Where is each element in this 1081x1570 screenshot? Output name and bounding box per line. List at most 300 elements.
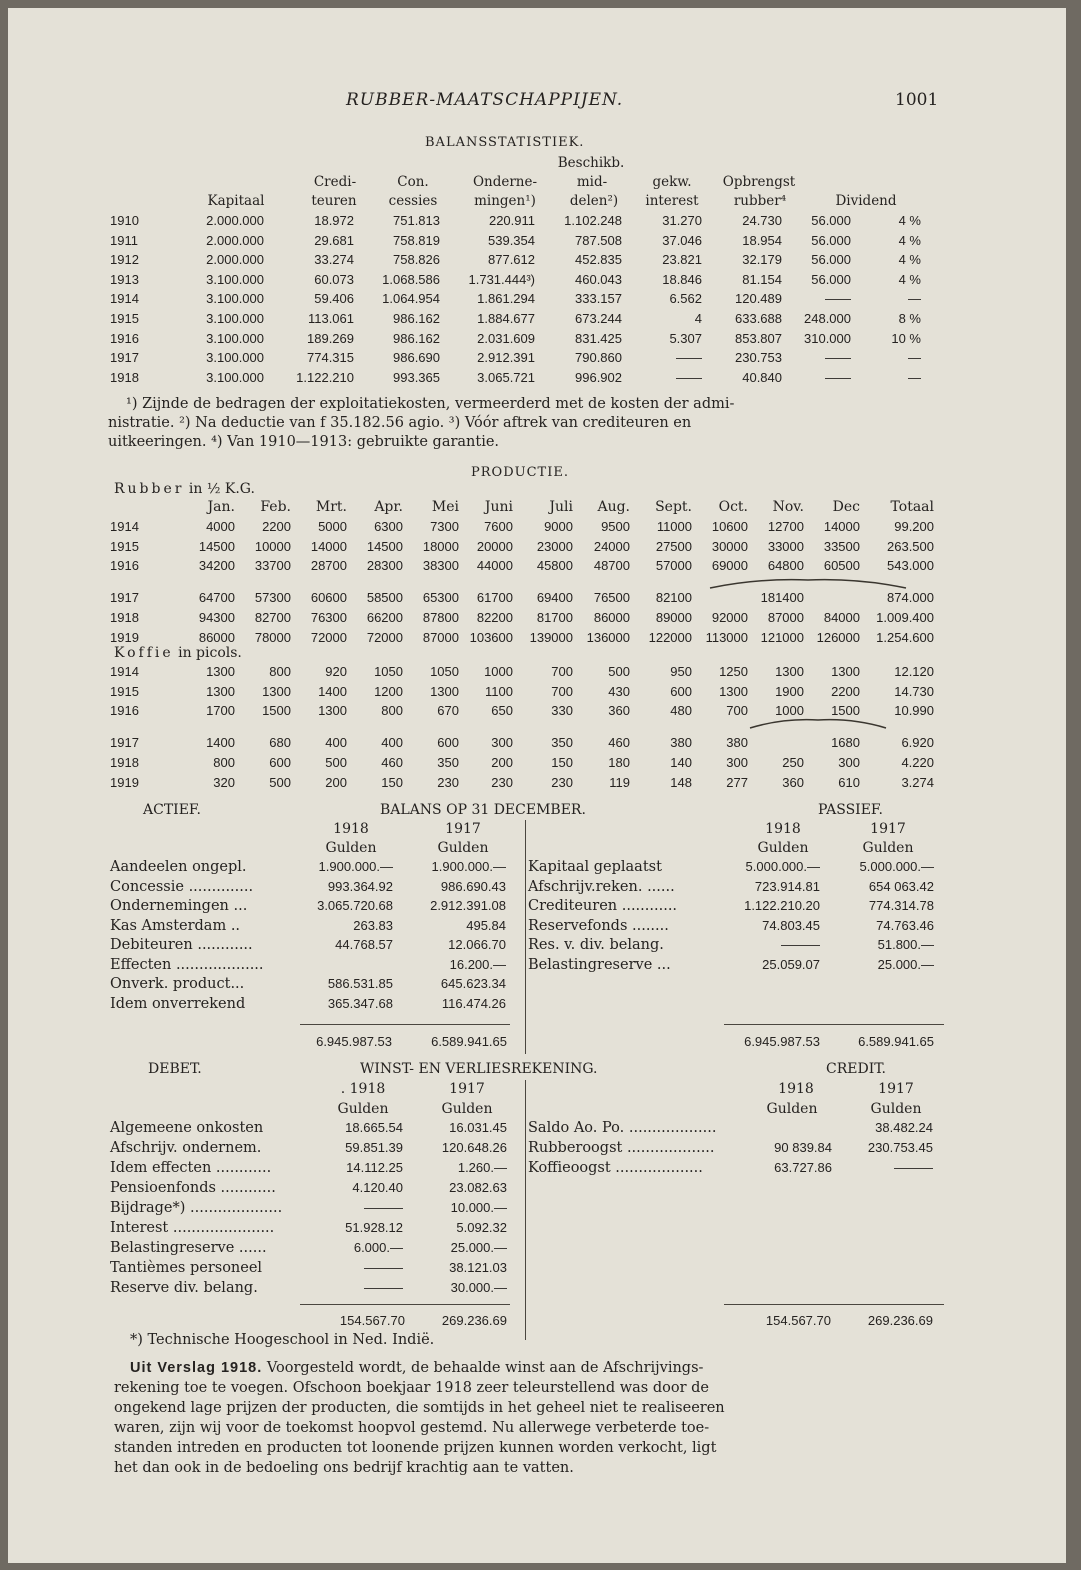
- bs-cell: 831.425: [575, 330, 622, 346]
- month-header: Jan.: [207, 499, 235, 515]
- passief-1917: 654 063.42: [868, 878, 934, 894]
- koffie-cell: 1300: [318, 703, 347, 719]
- bs-cell: 460.043: [575, 271, 622, 287]
- koffie-cell: 1250: [719, 664, 748, 679]
- bs-cell: 31.270: [662, 213, 702, 228]
- rubber-cell: 78000: [254, 629, 291, 645]
- actief-item: Aandeelen ongepl.: [110, 859, 247, 875]
- verslag-line-4: waren, zijn wij voor de toekomst hoopvol gestemd. Nu allerwege verbeterde toe-: [114, 1420, 710, 1436]
- rubber-cell: 12700: [767, 519, 804, 534]
- bs-cell: 452.835: [575, 252, 622, 268]
- bs-header: Opbrengst: [722, 174, 796, 190]
- koffie-cell: 1400: [318, 683, 347, 699]
- bs-cell: 24.730: [742, 213, 782, 228]
- debet-item: Bijdrage*) ....................: [110, 1200, 283, 1216]
- rubber-cell: 7600: [484, 519, 513, 534]
- rubber-cell: 60500: [823, 558, 860, 574]
- bs-cell: 33.274: [314, 252, 354, 268]
- rubber-cell: 44000: [476, 558, 513, 574]
- koffie-cell: 1400: [206, 735, 235, 751]
- koffie-year: 1916: [110, 703, 139, 719]
- rubber-cell: 874.000: [887, 590, 934, 606]
- debet-1918: 6.000.—: [353, 1240, 403, 1255]
- wv-unit: Gulden: [766, 1101, 818, 1117]
- rubber-cell: 121000: [760, 629, 804, 645]
- koffie-cell: 350: [437, 754, 459, 770]
- debet-1918: 14.112.25: [346, 1160, 403, 1175]
- bs-year: 1910: [110, 213, 139, 228]
- bs-cell: 3.100.000: [206, 330, 264, 346]
- bs-year: 1913: [110, 271, 139, 287]
- rubber-cell: 66200: [366, 609, 403, 625]
- koffie-cell: 1000: [484, 664, 513, 679]
- wv-unit: Gulden: [870, 1101, 922, 1117]
- rubber-cell: 11000: [656, 519, 692, 534]
- koffie-label: Koffie in picols.: [114, 645, 242, 661]
- koffie-cell: 500: [608, 664, 630, 679]
- bs-cell: ——: [676, 350, 702, 366]
- passief-1918: 5.000.000.—: [745, 859, 820, 874]
- verslag-line-6: het dan ook in de bedoeling ons bedrijf krachtig aan te vatten.: [114, 1460, 574, 1476]
- month-header: Dec: [832, 499, 860, 515]
- page-number: 1001: [895, 90, 939, 110]
- actief-item: Idem onverrekend: [110, 995, 246, 1012]
- koffie-cell: 10.990: [894, 703, 934, 719]
- passief-item: Reservefonds ........: [528, 917, 669, 934]
- balans-title: BALANS OP 31 DECEMBER.: [380, 802, 586, 818]
- rubber-cell: 87800: [422, 609, 459, 625]
- passief-1918: 723.914.81: [754, 878, 820, 894]
- bs-cell: 18.954: [742, 232, 782, 248]
- bs-cell: 2.000.000: [206, 252, 264, 268]
- rubber-cell: 126000: [816, 629, 860, 645]
- bs-cell: 56.000: [811, 271, 851, 287]
- bs-cell: 774.315: [307, 350, 354, 366]
- wv-unit: Gulden: [337, 1101, 389, 1117]
- balans-year: 1918: [333, 821, 369, 837]
- month-header: Totaal: [890, 499, 934, 515]
- bs-cell: 1.861.294: [477, 291, 535, 307]
- bs-cell: 3.100.000: [206, 271, 264, 287]
- actief-item: Effecten ...................: [110, 956, 264, 973]
- month-header: Mrt.: [315, 499, 347, 515]
- koffie-cell: 600: [670, 683, 692, 699]
- month-header: Mei: [431, 499, 459, 515]
- debet-1917: 5.092.32: [456, 1220, 507, 1235]
- balans-unit: Gulden: [862, 840, 914, 856]
- passief-1917: 25.000.—: [877, 956, 934, 972]
- bs-header: mid-: [576, 174, 608, 190]
- rubber-cell: 86000: [593, 609, 630, 625]
- bs-header: teuren: [311, 193, 357, 209]
- koffie-cell: 150: [551, 754, 573, 770]
- bs-cell: 2.031.609: [477, 330, 535, 346]
- rubber-cell: 139000: [529, 629, 573, 645]
- koffie-cell: 230: [551, 774, 573, 790]
- koffie-cell: 1300: [775, 664, 804, 679]
- wv-total: 154.567.70: [765, 1313, 831, 1328]
- bs-header: gekw.: [652, 174, 692, 190]
- wv-total: 269.236.69: [867, 1313, 933, 1328]
- bs-cell: 2.000.000: [206, 213, 264, 228]
- actief-item: Ondernemingen ...: [110, 898, 248, 914]
- koffie-year: 1917: [110, 735, 139, 751]
- bs-cell: 56.000: [811, 213, 851, 228]
- rubber-cell: 33500: [823, 538, 860, 554]
- actief-1917: 116.474.26: [441, 995, 506, 1011]
- bs-cell: —: [908, 369, 921, 385]
- debet-1918: 4.120.40: [352, 1180, 403, 1195]
- rubber-cell: 82100: [655, 590, 692, 606]
- debet-heading: DEBET.: [148, 1061, 202, 1077]
- month-header: Sept.: [655, 499, 692, 515]
- bs-header: Credi-: [313, 174, 357, 190]
- rubber-cell: 181400: [760, 590, 804, 606]
- balans-divider: [525, 820, 526, 1054]
- rubber-cell: 99.200: [894, 519, 934, 534]
- debet-item: Tantièmes personeel: [110, 1260, 263, 1276]
- bs-cell: ——: [825, 350, 851, 366]
- koffie-cell: 1300: [831, 664, 860, 679]
- bs-cell: 37.046: [662, 232, 702, 248]
- bs-cell: 3.100.000: [206, 311, 264, 326]
- koffie-cell: 300: [838, 754, 860, 770]
- koffie-cell: 360: [608, 703, 630, 719]
- verslag-line-5: standen intreden en producten tot loonende prijzen kunnen worden verkocht, ligt: [114, 1440, 717, 1456]
- bs-cell: 189.269: [307, 330, 354, 346]
- rubber-cell: 86000: [198, 629, 235, 645]
- passief-item: Kapitaal geplaatst: [528, 859, 662, 875]
- bs-header: Beschikb.: [557, 155, 625, 171]
- credit-1918: 63.727.86: [774, 1160, 832, 1175]
- passief-1918: 25.059.07: [762, 956, 820, 972]
- credit-1917: 230.753.45: [867, 1140, 933, 1155]
- balans-unit: Gulden: [437, 840, 489, 856]
- koffie-cell: 600: [437, 735, 459, 751]
- bs-cell: 4 %: [898, 271, 921, 287]
- koffie-cell: 1300: [262, 683, 291, 699]
- bs-cell: 751.813: [393, 213, 440, 228]
- bs-header: Onderne-: [472, 174, 538, 190]
- debet-1918: 18.665.54: [345, 1120, 403, 1135]
- verslag-line-3: ongekend lage prijzen der producten, die somtijds in het geheel niet te realiseeren: [114, 1400, 725, 1416]
- koffie-cell: 400: [381, 735, 403, 751]
- bs-year: 1911: [110, 232, 138, 248]
- month-header: Oct.: [718, 499, 748, 515]
- bs-cell: 8 %: [898, 311, 921, 326]
- debet-item: Idem effecten ............: [110, 1160, 272, 1176]
- bs-header: rubber⁴: [733, 193, 787, 209]
- wv-total: 154.567.70: [339, 1313, 405, 1328]
- koffie-cell: 200: [325, 774, 347, 790]
- bs-cell: 1.731.444³): [468, 271, 535, 287]
- koffie-cell: 500: [325, 754, 347, 770]
- bs-cell: —: [908, 350, 921, 366]
- bs-year: 1916: [110, 330, 139, 346]
- bs-cell: 5.307: [669, 330, 702, 346]
- koffie-cell: 380: [726, 735, 748, 751]
- rubber-cell: 81700: [536, 609, 573, 625]
- rubber-year: 1916: [110, 558, 139, 574]
- bs-year: 1917: [110, 350, 139, 366]
- koffie-cell: 400: [325, 735, 347, 751]
- rubber-cell: 28700: [310, 558, 347, 574]
- rubber-cell: 58500: [366, 590, 403, 606]
- koffie-cell: 1100: [485, 683, 513, 699]
- rubber-cell: 5000: [318, 519, 347, 534]
- bs-header: delen²): [569, 193, 619, 209]
- koffie-cell: 300: [491, 735, 513, 751]
- debet-item: Reserve div. belang.: [110, 1280, 258, 1296]
- rubber-cell: 18000: [422, 538, 459, 554]
- koffie-cell: 460: [381, 754, 403, 770]
- koffie-cell: 1900: [775, 683, 804, 699]
- bs-cell: 2.000.000: [206, 232, 264, 248]
- bs-cell: 4 %: [898, 213, 921, 228]
- bs-cell: 877.612: [488, 252, 535, 268]
- debet-1917: 16.031.45: [449, 1120, 507, 1135]
- passief-item: Crediteuren ............: [528, 898, 678, 914]
- balans-total: 6.589.941.65: [858, 1034, 934, 1049]
- bs-cell: 4 %: [898, 252, 921, 268]
- rubber-cell: 14500: [198, 538, 235, 554]
- debet-1917: 10.000.—: [450, 1200, 507, 1215]
- koffie-cell: 670: [437, 703, 459, 719]
- koffie-cell: 1000: [775, 703, 804, 719]
- koffie-cell: 6.920: [901, 735, 934, 751]
- koffie-cell: 1300: [206, 664, 235, 679]
- debet-1917: 25.000.—: [450, 1240, 507, 1255]
- bs-cell: 59.406: [314, 291, 354, 307]
- koffie-cell: 250: [782, 754, 804, 770]
- rubber-year: 1918: [110, 609, 139, 625]
- month-header: Nov.: [772, 499, 804, 515]
- koffie-cell: 2200: [831, 683, 860, 699]
- bs-cell: 248.000: [804, 311, 851, 326]
- koffie-year: 1918: [110, 754, 139, 770]
- rubber-cell: 9000: [544, 519, 573, 534]
- month-header: Aug.: [597, 499, 630, 515]
- debet-1918: 51.928.12: [345, 1220, 403, 1235]
- rubber-cell: 69400: [536, 590, 573, 606]
- koffie-year: 1915: [110, 683, 139, 699]
- koffie-cell: 1700: [206, 703, 235, 719]
- actief-heading: ACTIEF.: [143, 802, 201, 818]
- rubber-cell: 94300: [198, 609, 235, 625]
- credit-item: Koffieoogst ...................: [528, 1160, 703, 1176]
- bs-cell: 2.912.391: [477, 350, 535, 366]
- balans-rule-left: [300, 1024, 510, 1025]
- koffie-cell: 1300: [206, 683, 235, 699]
- actief-item: Kas Amsterdam ..: [110, 917, 241, 934]
- page: [8, 8, 1066, 1563]
- actief-item: Concessie ..............: [110, 878, 254, 895]
- passief-item: Res. v. div. belang.: [528, 937, 664, 953]
- bs-cell: 32.179: [742, 252, 782, 268]
- actief-1918: 993.364.92: [327, 878, 393, 894]
- balans-total: 6.945.987.53: [744, 1034, 820, 1049]
- koffie-cell: 1500: [262, 703, 291, 719]
- rubber-cell: 38300: [422, 558, 459, 574]
- bs-cell: ——: [676, 369, 702, 385]
- bs-cell: 60.073: [314, 271, 354, 287]
- bs-cell: 758.819: [393, 232, 440, 248]
- koffie-year: 1914: [110, 664, 139, 679]
- rubber-cell: 45800: [536, 558, 573, 574]
- debet-1918: ———: [364, 1260, 403, 1275]
- credit-heading: CREDIT.: [826, 1061, 886, 1077]
- koffie-cell: 800: [269, 664, 291, 679]
- rubber-cell: 69000: [711, 558, 748, 574]
- koffie-cell: 1680: [831, 735, 860, 751]
- rubber-cell: 65300: [422, 590, 459, 606]
- actief-1917: 16.200.—: [449, 956, 506, 972]
- bs-cell: 81.154: [742, 271, 782, 287]
- rubber-year: 1919: [110, 629, 139, 645]
- koffie-cell: 330: [551, 703, 573, 719]
- bs-cell: 56.000: [811, 232, 851, 248]
- month-header: Apr.: [374, 499, 403, 515]
- koffie-cell: 360: [782, 774, 804, 790]
- koffie-cell: 1050: [374, 664, 403, 679]
- koffie-cell: 230: [491, 774, 513, 790]
- rubber-cell: 84000: [823, 609, 860, 625]
- wv-footnote: *) Technische Hoogeschool in Ned. Indië.: [130, 1332, 435, 1348]
- rubber-cell: 14000: [823, 519, 860, 534]
- rubber-cell: 23000: [536, 538, 573, 554]
- bs-header: cessies: [388, 193, 438, 209]
- rubber-cell: 27500: [655, 538, 692, 554]
- bs-cell: 18.972: [314, 213, 354, 228]
- bs-cell: 996.902: [575, 369, 622, 385]
- debet-1917: 30.000.—: [450, 1280, 507, 1295]
- rubber-year: 1915: [110, 538, 139, 554]
- rubber-cell: 263.500: [887, 538, 934, 554]
- rubber-cell: 34200: [198, 558, 235, 574]
- bs-cell: 56.000: [811, 252, 851, 268]
- koffie-cell: 380: [670, 735, 692, 751]
- wv-title: WINST- EN VERLIESREKENING.: [360, 1061, 598, 1077]
- actief-1918: 44.768.57: [335, 937, 393, 952]
- rubber-cell: 103600: [469, 629, 513, 645]
- passief-1918: ———: [781, 937, 820, 952]
- rubber-cell: 122000: [648, 629, 692, 645]
- actief-item: Onverk. product...: [110, 976, 245, 992]
- bs-cell: 3.100.000: [206, 291, 264, 307]
- actief-1917: 645.623.34: [440, 976, 506, 991]
- footnote-line-3: uitkeeringen. ⁴) Van 1910—1913: gebruikte garantie.: [108, 434, 500, 450]
- debet-1918: ———: [364, 1280, 403, 1295]
- bs-header: interest: [645, 193, 699, 209]
- bs-cell: 120.489: [735, 291, 782, 307]
- actief-1918: 365.347.68: [327, 995, 393, 1011]
- credit-1917: ———: [894, 1160, 933, 1175]
- bs-year: 1918: [110, 369, 139, 385]
- brace-rubber-1917: [708, 576, 908, 590]
- debet-item: Interest ......................: [110, 1220, 275, 1236]
- debet-1917: 38.121.03: [449, 1260, 507, 1275]
- actief-1917: 12.066.70: [448, 937, 506, 952]
- koffie-cell: 350: [551, 735, 573, 751]
- rubber-cell: 9500: [601, 519, 630, 534]
- balans-unit: Gulden: [757, 840, 809, 856]
- bs-cell: 1.122.210: [296, 369, 354, 385]
- bs-cell: 993.365: [393, 369, 440, 385]
- bs-cell: ——: [825, 369, 851, 385]
- rubber-cell: 64700: [198, 590, 235, 606]
- rubber-cell: 60600: [310, 590, 347, 606]
- koffie-cell: 500: [269, 774, 291, 790]
- bs-cell: 10 %: [891, 330, 921, 346]
- bs-cell: 40.840: [742, 369, 782, 385]
- rubber-cell: 14500: [366, 538, 403, 554]
- bs-cell: 986.162: [393, 330, 440, 346]
- rubber-cell: 2200: [262, 519, 291, 534]
- balans-year: 1918: [765, 821, 801, 837]
- koffie-cell: 680: [269, 735, 291, 751]
- rubber-cell: 87000: [767, 609, 804, 625]
- wv-year: . 1918: [340, 1081, 386, 1097]
- rubber-cell: 10600: [711, 519, 748, 534]
- koffie-cell: 320: [213, 774, 235, 790]
- debet-1917: 1.260.—: [457, 1160, 507, 1175]
- wv-total: 269.236.69: [441, 1313, 507, 1328]
- bs-cell: 3.100.000: [206, 369, 264, 385]
- bs-cell: 758.826: [393, 252, 440, 268]
- bs-cell: 633.688: [735, 311, 782, 326]
- rubber-cell: 1.009.400: [876, 609, 934, 625]
- bs-header: mingen¹): [474, 193, 536, 209]
- passief-1917: 5.000.000.—: [859, 859, 934, 874]
- passief-1917: 74.763.46: [876, 917, 934, 933]
- koffie-cell: 300: [726, 754, 748, 770]
- rubber-cell: 113000: [705, 629, 748, 645]
- credit-1918: 90 839.84: [774, 1140, 832, 1155]
- rubber-cell: 24000: [593, 538, 630, 554]
- bs-cell: 3.065.721: [477, 369, 535, 385]
- bs-cell: 1.884.677: [477, 311, 535, 326]
- koffie-cell: 950: [670, 664, 692, 679]
- actief-1917: 986.690.43: [440, 878, 506, 894]
- rubber-cell: 20000: [476, 538, 513, 554]
- koffie-cell: 700: [551, 664, 573, 679]
- debet-1918: ———: [364, 1200, 403, 1215]
- koffie-cell: 230: [437, 774, 459, 790]
- passief-1918: 1.122.210.20: [744, 898, 820, 913]
- balans-year: 1917: [445, 821, 481, 837]
- balans-unit: Gulden: [325, 840, 377, 856]
- rubber-cell: 57300: [254, 590, 291, 606]
- rubber-cell: 76300: [310, 609, 347, 625]
- koffie-cell: 277: [726, 774, 748, 790]
- passief-heading: PASSIEF.: [818, 802, 883, 818]
- bs-header: Dividend: [835, 193, 897, 209]
- wv-rule-right: [724, 1304, 944, 1305]
- passief-item: Belastingreserve ...: [528, 956, 671, 973]
- bs-cell: 790.860: [575, 350, 622, 366]
- koffie-cell: 430: [608, 683, 630, 699]
- bs-cell: 673.244: [575, 311, 622, 326]
- rubber-year: 1917: [110, 590, 139, 606]
- rubber-cell: 82200: [476, 609, 513, 625]
- bs-year: 1912: [110, 252, 139, 268]
- running-header: RUBBER-MAATSCHAPPIJEN.: [346, 90, 624, 110]
- koffie-cell: 3.274: [901, 774, 934, 790]
- bs-cell: 986.162: [393, 311, 440, 326]
- bs-cell: 853.807: [735, 330, 782, 346]
- verslag-line-1: Uit Verslag 1918. Voorgesteld wordt, de behaalde winst aan de Afschrijvings-: [130, 1360, 704, 1376]
- wv-year: 1917: [449, 1081, 485, 1097]
